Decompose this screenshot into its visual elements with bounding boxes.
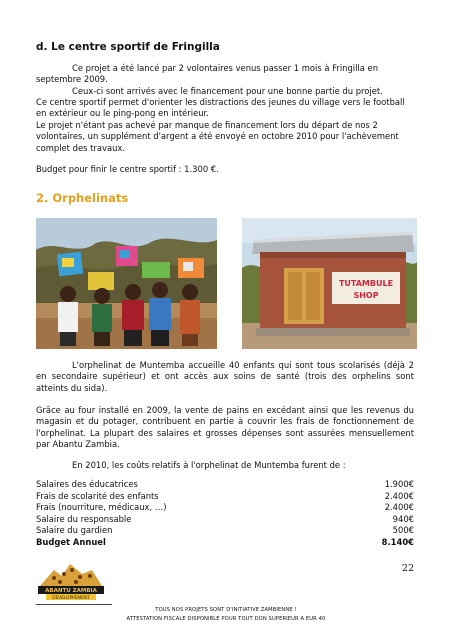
completion-paragraph: Le projet n'étant pas achevé par manque de financement lors du départ de nos 2 volontaires, un supplément d'argent a été envoyé en octobre 2010 pour l'achèvement complet des travaux. [36,120,399,153]
cost-row [36,502,414,514]
total-row [36,537,414,549]
shop-sign-text: SHOP [353,291,379,300]
cost-label: Salaires des éducatrices [36,479,138,489]
logo-tagline: DEVELOPPEMENT [52,596,90,601]
cost-amount: 2.400€ [384,490,414,501]
cost-row [36,491,414,503]
cost-label: Frais (nourriture, médicaux, …) [36,502,167,513]
cost-label: Salaire du responsable [36,513,132,524]
purpose-paragraph: Ce centre sportif permet d'orienter les distractions des jeunes du village vers le football en extérieur ou le ping-pong en intérieur. [36,97,405,119]
logo-underline [36,604,112,605]
shop-sign-text: TUTAMBULE [338,279,394,288]
cost-label: Frais de scolarité des enfants [36,490,159,501]
cost-amount: 2.400€ [384,502,414,513]
abantu-logo [36,560,106,602]
cost-amount: 500€ [392,525,414,536]
section-heading: d. Le centre sportif de Fringilla [36,41,220,53]
cost-row [36,479,414,491]
cost-amount: 1.900€ [384,479,414,489]
footer-line-2: ATTESTATION FISCALE DISPONIBLE POUR TOUT DON SUPERIEUR A EUR 40 [126,616,326,622]
logo-name: ABANTU ZAMBIA [45,588,97,594]
sport-budget: Budget pour finir le centre sportif : 1.300 €. [36,164,219,174]
intro-paragraph: Ce projet a été lancé par 2 volontaires venus passer 1 mois à Fringilla en septembre 2009. [36,63,379,85]
total-label: Budget Annuel [36,536,106,547]
page-number: 22 [401,563,414,574]
cost-amount: 940€ [392,513,414,524]
children-photo [36,218,217,349]
cost-row [36,525,414,537]
total-amount: 8.140€ [381,536,414,547]
costs-intro: En 2010, les coûts relatifs à l'orphelinat de Muntemba furent de : [72,460,346,470]
cost-table [36,479,414,549]
muntemba-paragraph: L'orphelinat de Muntemba accueille 40 enfants qui sont tous scolarisés (déjà 2 en secondaire supérieur) et ont accès aux soins de santé (trois des orphelins sont atteints du sida). [36,360,414,393]
cost-label: Salaire du gardien [36,525,113,536]
shop-photo [242,218,417,349]
revenue-paragraph: Grâce au four installé en 2009, la vente de pains en excédant ainsi que les revenus du magasin et du potager, contribuent en partie à couvrir les frais de fonctionnement de l'orphelinat. La plupart des salaires et grosses dépenses sont assurées mensuellement par Abantu Zambia. [36,405,414,450]
footer-line-1: TOUS NOS PROJETS SONT D'INITIATIVE ZAMBIENNE ! [155,607,297,613]
orphelinats-heading: 2. Orphelinats [36,191,129,205]
cost-row [36,514,414,526]
funding-paragraph: Ceux-ci sont arrivés avec le financement pour une bonne partie du projet. [72,86,383,96]
